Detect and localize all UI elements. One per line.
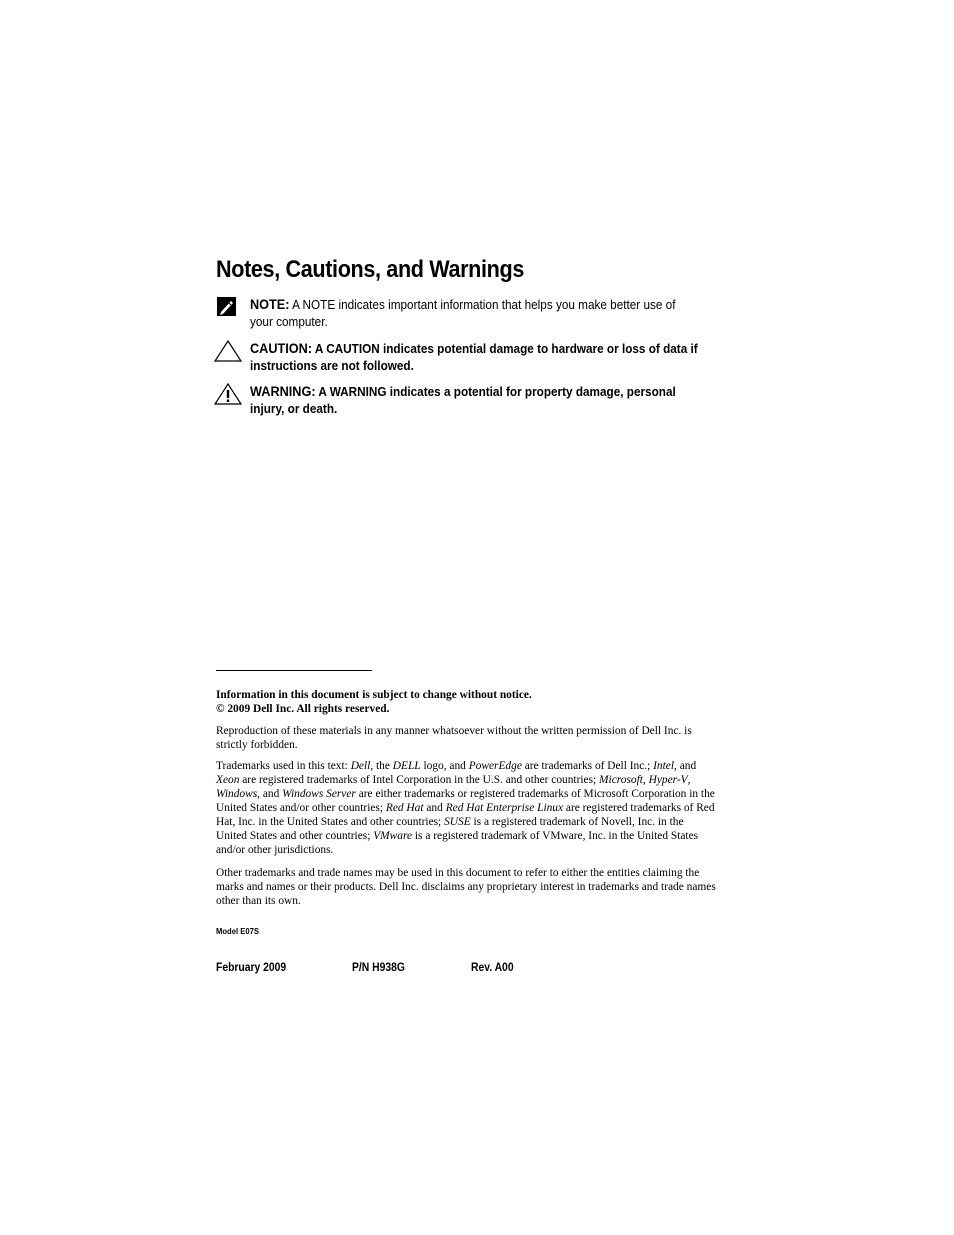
warning-exclamation-icon (214, 383, 242, 407)
trademark-text-segment: are trademarks of Dell Inc.; (521, 760, 654, 772)
caution-text: A CAUTION indicates potential damage to hardware or loss of data if instructions are not followed. (250, 342, 698, 373)
warning-text: A WARNING indicates a potential for property damage, personal injury, or death. (250, 385, 676, 416)
trademark-name: Windows Server (282, 788, 356, 800)
other-trademarks-text: Other trademarks and trade names may be used in this document to refer to either the entities claiming the marks and names or their products. Dell Inc. disclaims any proprietary interest in trademarks and trade names other than its own. (216, 867, 716, 907)
trademark-text-segment: , (687, 774, 691, 786)
trademark-name: Microsoft (599, 774, 643, 786)
other-trademarks-block (216, 866, 716, 908)
change-notice: Information in this document is subject to change without notice. (216, 689, 532, 701)
trademark-text-segment: , and (257, 788, 283, 800)
trademark-name: VMware (373, 830, 413, 842)
trademark-text-segment: , (642, 774, 649, 786)
trademark-text-segment: is a registered trademark of Novell, Inc. in the United States and other countries; (216, 816, 684, 842)
trademark-text-segment: logo, and (420, 760, 469, 772)
trademark-name: Windows (216, 788, 258, 800)
trademark-name: Hyper-V (648, 774, 688, 786)
caution-label: CAUTION: (250, 341, 313, 356)
model-number: Model E07S (216, 926, 259, 936)
trademark-name: DELL (392, 760, 421, 772)
note-label: NOTE: (250, 297, 290, 312)
trademark-name: PowerEdge (468, 760, 522, 772)
trademark-name: Intel (653, 760, 675, 772)
copyright: © 2009 Dell Inc. All rights reserved. (216, 703, 390, 715)
trademark-name: Red Hat Enterprise Linux (445, 802, 564, 814)
trademarks-text (216, 759, 716, 857)
note-pencil-icon (214, 296, 242, 320)
trademark-name: Red Hat (385, 802, 424, 814)
divider-rule (216, 670, 372, 671)
page-title: Notes, Cautions, and Warnings (216, 256, 524, 283)
publication-date: February 2009 (216, 962, 287, 974)
trademark-text-segment: are registered trademarks of Intel Corporation in the U.S. and other countries; (239, 774, 600, 786)
warning-label: WARNING: (250, 384, 316, 399)
change-notice-block (216, 688, 716, 716)
caution-triangle-icon (214, 340, 242, 364)
revision: Rev. A00 (471, 962, 514, 974)
part-number: P/N H938G (352, 962, 405, 974)
trademark-name: Dell (350, 760, 371, 772)
trademark-name: SUSE (444, 816, 471, 828)
trademark-text-segment: Trademarks used in this text: (216, 760, 351, 772)
trademark-text-segment: are either trademarks or registered trademarks of Microsoft Corporation in the United States and/or other countries; (216, 788, 715, 814)
trademark-text-segment: and (423, 802, 446, 814)
trademark-text-segment: , the (370, 760, 393, 772)
note-text: A NOTE indicates important information that helps you make better use of your computer. (250, 298, 676, 329)
trademark-text-segment: is a registered trademark of VMware, Inc. in the United States and/or other jurisdictions. (216, 830, 699, 856)
trademark-text-segment: are registered trademarks of Red Hat, Inc. in the United States and other countries; (216, 802, 715, 828)
reproduction-text: Reproduction of these materials in any manner whatsoever without the written permission of Dell Inc. is strictly forbidden. (216, 725, 692, 751)
trademark-name: Xeon (216, 774, 240, 786)
reproduction-block (216, 724, 716, 752)
trademarks-block (216, 759, 716, 857)
trademark-text-segment: , and (674, 760, 697, 772)
